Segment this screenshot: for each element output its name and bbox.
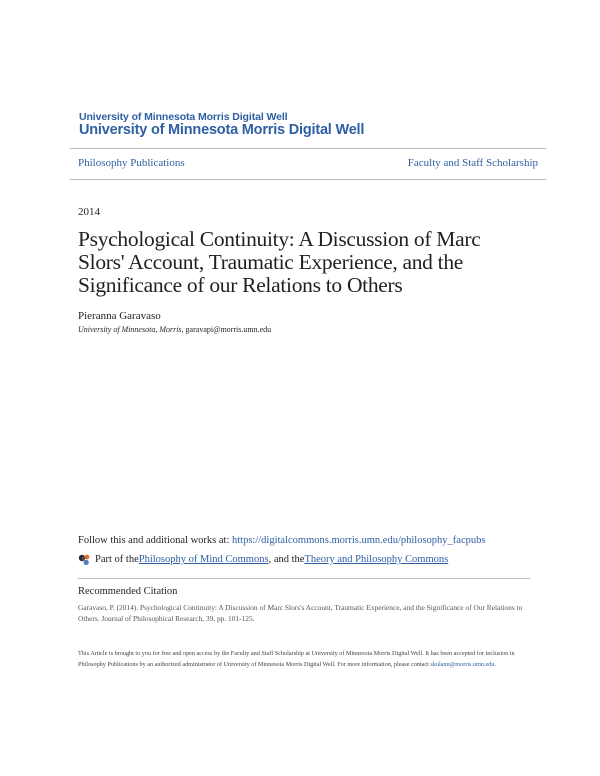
partof-label: Part of the [95,554,139,565]
publication-year: 2014 [78,206,100,218]
title-line: Slors' Account, Traumatic Experience, and the [78,250,464,274]
institution-name-small[interactable]: University of Minnesota Morris Digital Well [79,111,288,123]
access-notice [78,648,533,670]
collection-link[interactable]: Philosophy Publications [78,157,185,169]
philosophy-of-mind-commons-link[interactable]: Philosophy of Mind Commons [138,554,269,565]
divider-top [70,148,546,149]
follow-line [78,535,485,546]
title-line: Significance of our Relations to Others [78,273,403,297]
title-line: Psychological Continuity: A Discussion of Marc [78,227,481,251]
author-name: Pieranna Garavaso [78,310,161,322]
notice-end: . [494,661,497,668]
commons-line [78,553,448,566]
affiliation-email: , garavapi@morris.umn.edu [181,325,272,334]
divider-bottom [70,179,546,180]
author-affiliation [78,325,271,334]
citation-divider [78,578,530,579]
citation-heading: Recommended Citation [78,586,178,597]
article-title [78,228,538,297]
commons-network-icon [78,553,91,566]
affiliation-institution: University of Minnesota, Morris [78,325,182,334]
collection-url-link[interactable]: https://digitalcommons.morris.umn.edu/philosophy_facpubs [232,535,486,546]
institution-name-large[interactable]: University of Minnesota Morris Digital Well [79,122,365,138]
contact-email-link[interactable]: skulann@morris.umn.edu [430,661,495,668]
citation-text: Garavaso, P. (2014). Psychological Continuity: A Discussion of Marc Slors's Account, Traumatic Experience, and the Significance of Our Relations to Others. Journal of Philosophical Research, 39, pp. 101-125. [78,603,523,623]
and-label: , and the [268,554,305,565]
series-link[interactable]: Faculty and Staff Scholarship [407,157,538,169]
follow-label: Follow this and additional works at: [78,535,232,546]
notice-text: This Article is brought to you for free and open access by the Faculty and Staff Scholarship at University of Minnesota Morris Digital Well. It has been accepted for inclusion in Philosophy Publications by an authorized administrator of University of Minnesota Morris Digital Well. For more information, please contact [78,650,515,668]
theory-and-philosophy-commons-link[interactable]: Theory and Philosophy Commons [304,554,449,565]
